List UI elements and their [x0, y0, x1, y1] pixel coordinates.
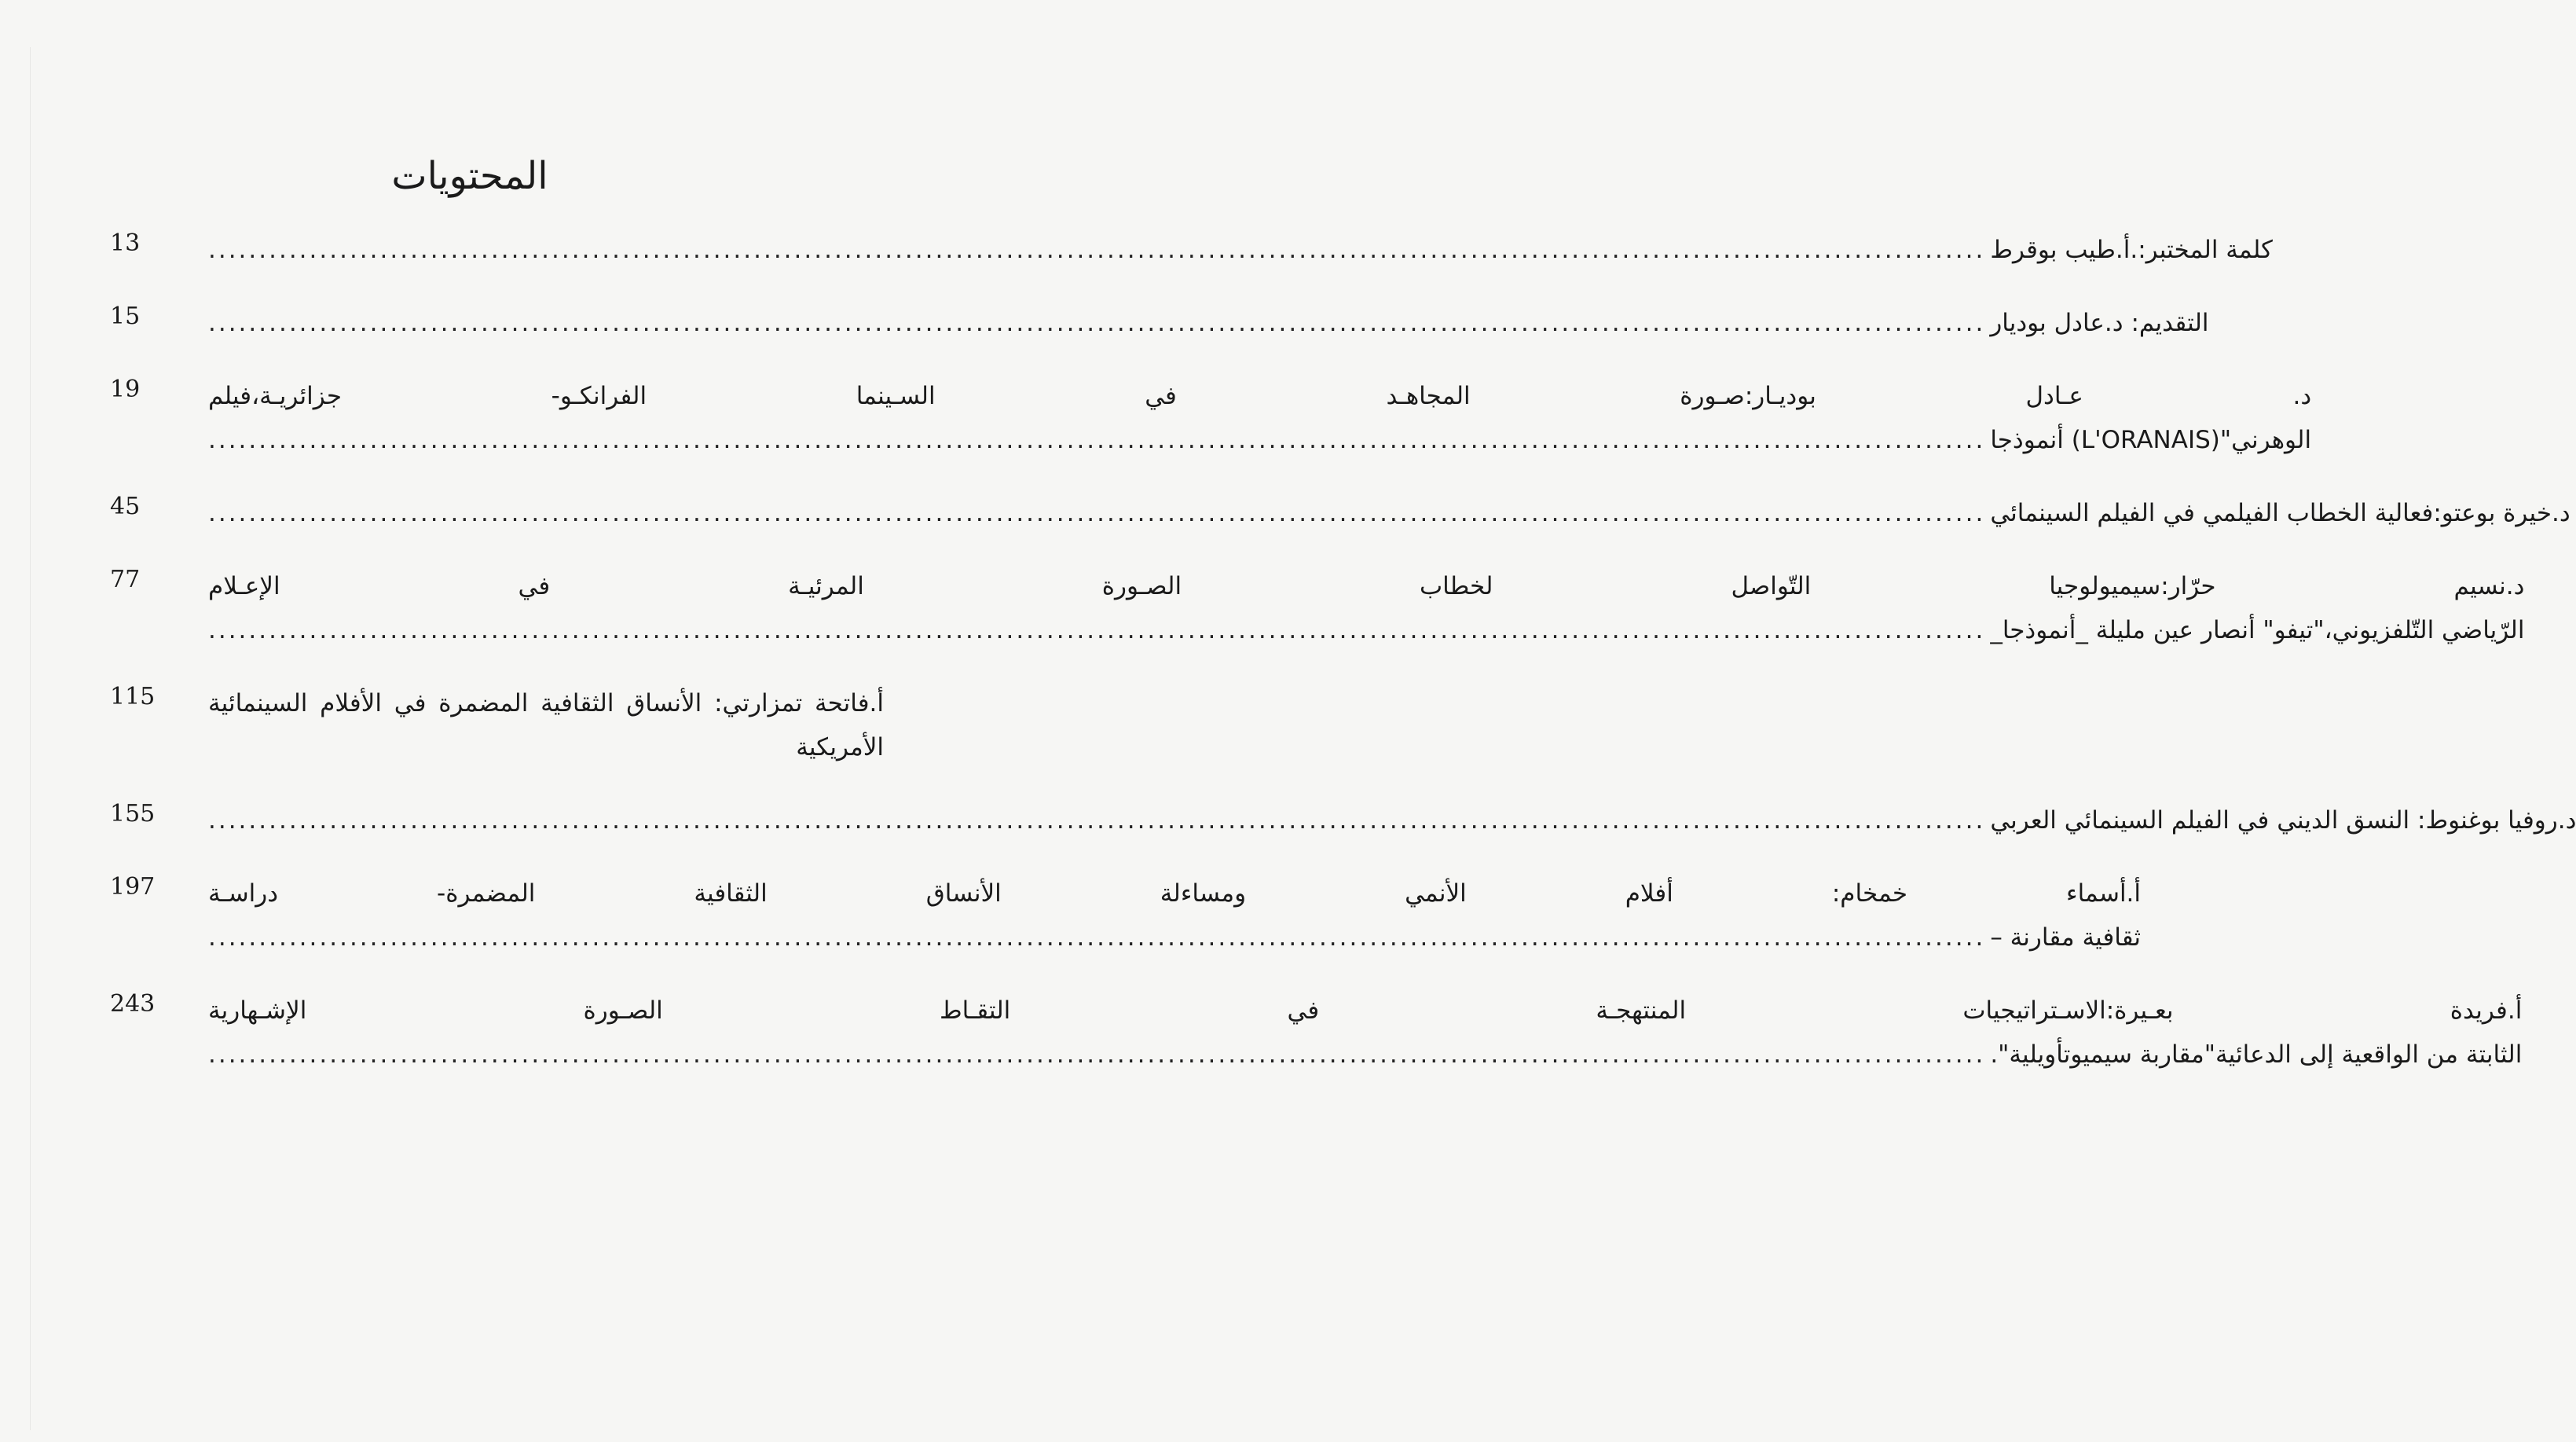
toc-entry-title: د. عـادل بوديـار:صـورة المجاهـد في السـينما الفرانكـو- جزائريـة،فيلم: [208, 382, 2312, 410]
page-title: المحتويات: [391, 154, 548, 198]
toc-page-number: 13: [110, 229, 141, 257]
dot-leader: [208, 301, 1985, 345]
toc-entry-title: أ.فاتحة تمزارتي: الأنساق الثقافية المضمرة في الأفلام السينمائية الأمريكية: [208, 689, 884, 761]
toc-entry[interactable]: [110, 228, 2273, 272]
toc-line-with-leader: [208, 915, 2141, 959]
dot-leader: [208, 798, 1985, 842]
toc-entry-title: التقديم: د.عادل بوديار: [1990, 309, 2209, 337]
toc-entry[interactable]: [110, 871, 2142, 959]
toc-entry-title: د.خيرة بوعتو:فعالية الخطاب الفيلمي في الفيلم السينمائي: [1990, 499, 2571, 527]
table-of-contents: [110, 228, 2576, 1106]
toc-entry-title-continued: الثابتة من الواقعية إلى الدعائية"مقاربة سيميوتأويلية".: [1990, 1040, 2523, 1069]
toc-entry-title: د.نسيم حرّار:سيميولوجيا التّواصل لخطاب الصـورة المرئيـة في الإعـلام: [208, 572, 2525, 600]
toc-entry-text: [192, 681, 884, 769]
toc-entry-title-continued: الرّياضي التّلفزيوني،"تيفو" أنصار عين مليلة _أنموذجا_: [1990, 616, 2525, 644]
toc-line-with-leader: [208, 228, 2273, 272]
toc-page-number: 19: [110, 376, 141, 403]
toc-entry-title: د.روفيا بوغنوط: النسق الديني في الفيلم السينمائي العربي: [1990, 806, 2576, 835]
toc-line-with-leader: [208, 301, 2209, 345]
page-fold-shadow: [30, 47, 31, 1430]
toc-page-number: 243: [110, 990, 156, 1018]
toc-entry-text: [192, 374, 2311, 462]
toc-entry-title: أ.فريدة بعـيرة:الاسـتراتيجيات المنتهجـة في التقـاط الصـورة الإشـهارية: [208, 996, 2523, 1025]
toc-entry[interactable]: [110, 374, 2312, 462]
toc-entry[interactable]: [110, 798, 2576, 842]
toc-line-with-leader: [208, 1033, 2522, 1077]
toc-page-number: 15: [110, 303, 141, 330]
toc-entry-title-continued: الوهرني"(L'ORANAIS) أنموذجا: [1990, 426, 2312, 454]
toc-entry-text: [192, 798, 2576, 842]
toc-line-with-leader: [208, 608, 2524, 652]
toc-entry-text: [192, 871, 2141, 959]
toc-entry[interactable]: [110, 564, 2525, 652]
toc-entry-text: [192, 301, 2209, 345]
toc-line-with-leader: [208, 418, 2311, 462]
toc-page-number: 115: [110, 683, 156, 710]
toc-entry[interactable]: [110, 681, 884, 769]
toc-entry[interactable]: [110, 491, 2571, 535]
dot-leader: [208, 418, 1985, 462]
toc-page-number: 197: [110, 873, 156, 901]
toc-entry[interactable]: [110, 989, 2523, 1077]
dot-leader: [208, 1033, 1985, 1077]
toc-page-number: 155: [110, 800, 156, 827]
toc-page-number: 77: [110, 566, 141, 593]
dot-leader: [208, 491, 1985, 535]
toc-entry-title-continued: ثقافية مقارنة –: [1990, 923, 2142, 952]
toc-entry-title: كلمة المختبر:.أ.طيب بوقرط: [1990, 236, 2273, 264]
toc-entry-text: [192, 564, 2524, 652]
toc-line-with-leader: [208, 491, 2571, 535]
dot-leader: [208, 915, 1985, 959]
dot-leader: [208, 228, 1985, 272]
toc-entry[interactable]: [110, 301, 2209, 345]
toc-page-number: 45: [110, 493, 141, 520]
toc-line-with-leader: [208, 798, 2576, 842]
toc-entry-text: [192, 491, 2571, 535]
toc-entry-title: أ.أسماء خمخام: أفلام الأنمي ومساءلة الأنساق الثقافية المضمرة- دراسـة: [208, 879, 2142, 908]
toc-entry-text: [192, 989, 2522, 1077]
dot-leader: [208, 608, 1985, 652]
toc-entry-text: [192, 228, 2273, 272]
